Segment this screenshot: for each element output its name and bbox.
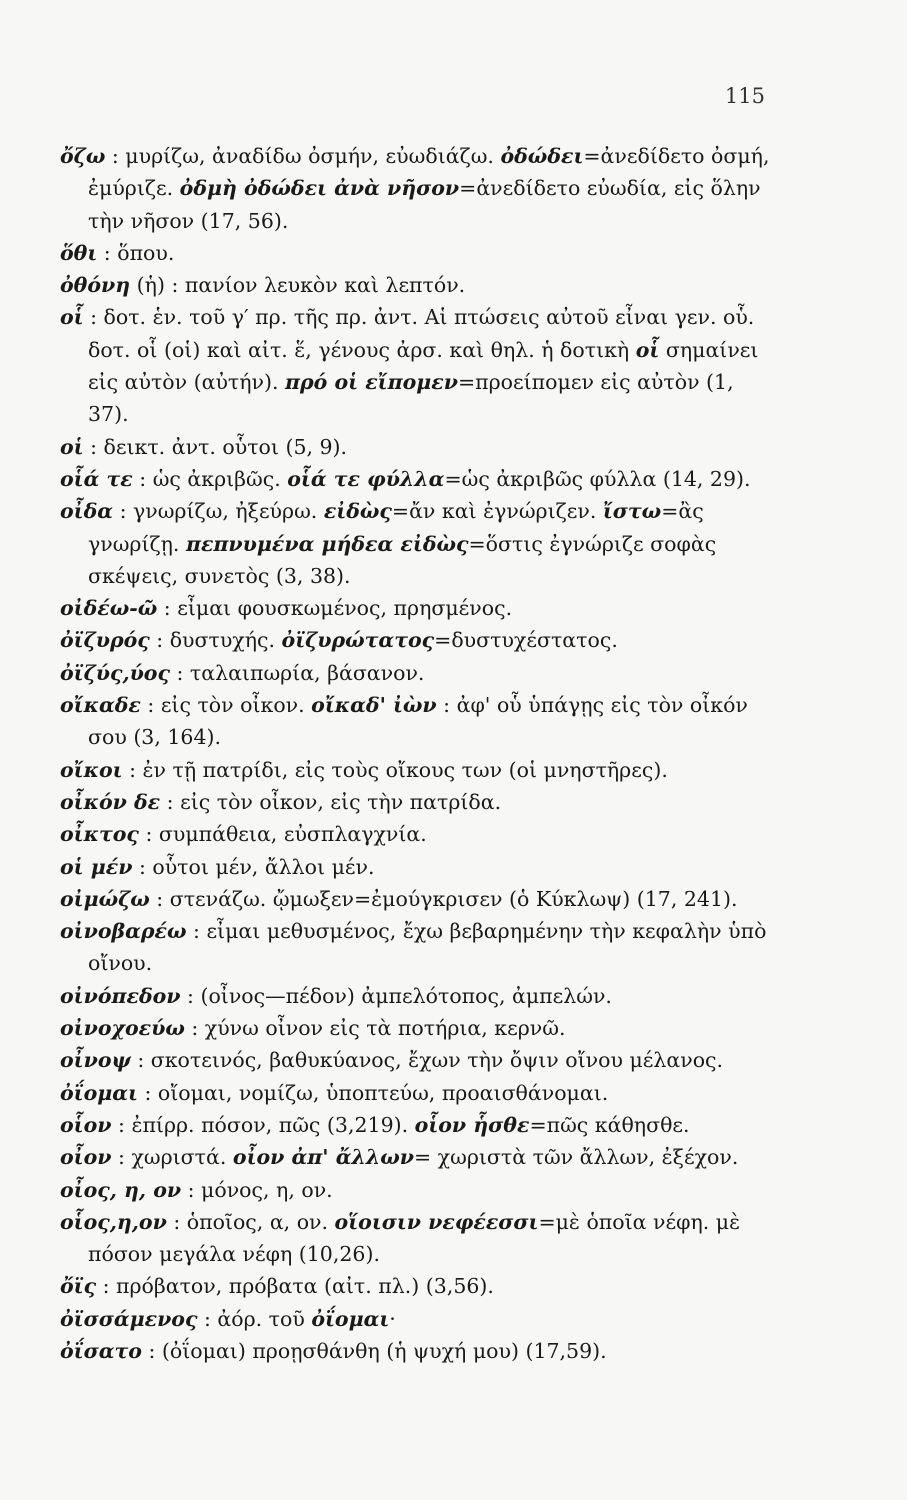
dictionary-entry (60, 754, 778, 786)
entry-definition: : οὗτοι μέν, ἄλλοι μέν. (132, 854, 375, 879)
entry-headword: οἶον (60, 1145, 112, 1170)
entry-definition: =ἂς γνωρίζῃ. (88, 499, 704, 556)
entry-definition: : ὡς ἀκριβῶς. (132, 466, 288, 491)
entry-definition: : δεικτ. ἀντ. οὗτοι (5, 9). (83, 434, 348, 459)
dictionary-entry (60, 1303, 778, 1335)
entry-headword: οἰνοβαρέω (60, 919, 187, 944)
dictionary-entry (60, 1012, 778, 1044)
entry-phrase: ἴστω (602, 499, 662, 524)
entry-phrase: οἷά τε φύλλα (287, 466, 445, 491)
entry-definition: : εἶμαι μεθυσμένος, ἔχω βεβαρημένην τὴν κεφαλὴν ὑπὸ οἴνου. (88, 919, 767, 976)
entry-headword: οἶκόν δε (60, 789, 161, 814)
entry-headword: οἰνόπεδον (60, 983, 181, 1008)
entry-phrase: οἷ (635, 337, 660, 362)
entry-phrase: εἰδὼς (323, 499, 392, 524)
entry-definition: =πῶς κάθησθε. (529, 1112, 690, 1137)
dictionary-entry (60, 1174, 778, 1206)
entry-definition: : ἀόρ. τοῦ (197, 1306, 312, 1331)
entry-definition: : ἀφ' οὗ ὑπάγῃς εἰς τὸν οἶκόν σου (3, 164). (88, 693, 748, 750)
entry-headword: ὀϊσσάμενος (60, 1306, 198, 1331)
entry-definition: (ἡ) : πανίον λευκὸν καὶ λεπτόν. (130, 273, 466, 298)
dictionary-entry (60, 463, 778, 495)
dictionary-entry (60, 237, 778, 269)
entry-definition: : ἐπίρρ. πόσον, πῶς (3,219). (111, 1112, 415, 1137)
entry-headword: ὀϊζυρός (60, 628, 150, 653)
entry-phrase: οἶον ἀπ' ἄλλων (232, 1145, 414, 1170)
dictionary-entry (60, 592, 778, 624)
entry-definition: : (ὀΐομαι) προῃσθάνθη (ἡ ψυχή μου) (17,59). (141, 1338, 607, 1363)
entry-definition: =μὲ ὁποῖα νέφη. μὲ πόσον μεγάλα νέφη (10,26). (88, 1209, 741, 1267)
entry-definition: = χωριστὰ τῶν ἄλλων, ἐξέχον. (413, 1145, 739, 1170)
entry-headword: οἱ μέν (60, 854, 133, 879)
entry-definition: : γνωρίζω, ἠξεύρω. (113, 499, 324, 524)
dictionary-entry (60, 980, 778, 1012)
entry-phrase: ὀδμὴ ὀδώδει ἀνὰ νῆσον (179, 176, 460, 201)
entry-headword: οἶδα (60, 499, 114, 524)
dictionary-entry (60, 269, 778, 301)
dictionary-entry (60, 1206, 778, 1271)
entry-definition: : δυστυχής. (149, 628, 282, 653)
entry-headword: οἴκοι (60, 757, 123, 782)
entry-definition: : δοτ. ἑν. τοῦ γ′ πρ. τῆς πρ. ἀντ. Αἱ πτώσεις αὐτοῦ εἶναι γεν. οὗ. δοτ. οἷ (οἱ) καὶ αἰτ. ἕ, γένους ἀρσ. καὶ θηλ. ἡ δοτικὴ (83, 305, 755, 362)
entry-definition: : μυρίζω, ἀναδίδω ὀσμήν, εὐωδιάζω. (105, 144, 501, 168)
entry-headword: ὀθόνη (60, 273, 131, 298)
dictionary-entry (60, 689, 778, 754)
entry-headword: οἱ (60, 434, 84, 459)
entry-phrase: ὀϊζυρώτατος (281, 628, 435, 653)
entry-headword: οἷον (60, 1112, 112, 1137)
entry-headword: οἴκαδε (60, 693, 141, 718)
entry-definition: : στενάζω. ᾤμωξεν=ἐμούγκρισεν (ὁ Κύκλωψ) (17, 241). (149, 886, 738, 911)
entry-headword: οἶος, η, ον (60, 1177, 182, 1202)
entry-headword: οἷ (60, 305, 84, 330)
entry-definition: =ἀνεδίδετο ὀσμή, ἐμύριζε. (88, 144, 770, 201)
dictionary-entry (60, 1335, 778, 1367)
dictionary-entry (60, 1270, 778, 1302)
entry-definition: : συμπάθεια, εὐσπλαγχνία. (138, 822, 427, 847)
dictionary-entry (60, 624, 778, 656)
entry-headword: ὄζω (60, 144, 106, 168)
entry-definition: : ἐν τῇ πατρίδι, εἰς τοὺς οἴκους των (οἱ μνηστῆρες). (122, 757, 668, 782)
entry-headword: οἰδέω-ῶ (60, 596, 158, 621)
entry-headword: οἰνοχοεύω (60, 1016, 185, 1041)
entry-definition: =ὅστις ἐγνώριζε σοφὰς σκέψεις, συνετὸς (3, 38). (88, 531, 717, 588)
dictionary-entry (60, 1141, 778, 1173)
entry-headword: ὀΐομαι (60, 1080, 138, 1105)
dictionary-entry (60, 915, 778, 980)
dictionary-entry (60, 851, 778, 883)
entry-headword: οἷος,η,ον (60, 1209, 167, 1234)
entry-phrase: ὀΐομαι (311, 1306, 390, 1331)
page-number: 115 (724, 84, 765, 108)
entry-definition: : ὁποῖος, α, ον. (166, 1209, 335, 1234)
entry-headword: οἶκτος (60, 822, 139, 847)
dictionary-entry (60, 1077, 778, 1109)
entry-phrase: οἴκαδ' ἰὼν (311, 693, 437, 718)
entry-definition: : χωριστά. (111, 1145, 233, 1170)
entry-definition: : εἰς τὸν οἶκον. (140, 693, 312, 718)
entry-phrase: οἷον ἧσθε (414, 1112, 530, 1137)
entry-headword: ὀϊζύς,ύος (60, 660, 170, 685)
entry-definition: : εἰς τὸν οἶκον, εἰς τὴν πατρίδα. (160, 789, 502, 814)
entry-definition: : σκοτεινός, βαθυκύανος, ἔχων τὴν ὄψιν οἴνου μέλανος. (130, 1048, 724, 1073)
entry-definition: =ὡς ἀκριβῶς φύλλα (14, 29). (444, 466, 751, 491)
entry-phrase: ὀδώδει (500, 144, 584, 168)
dictionary-entry (60, 1109, 778, 1141)
dictionary-entry (60, 140, 778, 237)
entry-definition: : μόνος, η, ον. (181, 1177, 333, 1202)
entry-phrase: οἵοισιν νεφέεσσι (334, 1209, 539, 1234)
entry-headword: οἰμώζω (60, 886, 150, 911)
entry-definition: σημαίνει εἰς αὐτὸν (αὐτήν). (88, 337, 759, 395)
entry-definition: =ἄν καὶ ἐγνώριζεν. (391, 499, 603, 524)
entry-headword: οἷά τε (60, 466, 133, 491)
entry-definition: : πρόβατον, πρόβατα (αἰτ. πλ.) (3,56). (96, 1274, 494, 1299)
entry-definition: =προείπομεν εἰς αὐτὸν (1, 37). (88, 370, 734, 427)
dictionary-entry (60, 883, 778, 915)
entry-definition: : (οἶνος—πέδον) ἀμπελότοπος, ἀμπελών. (180, 983, 612, 1008)
entry-headword: ὄϊς (60, 1274, 97, 1299)
dictionary-entry (60, 495, 778, 592)
dictionary-entry (60, 818, 778, 850)
entry-headword: ὅθι (60, 240, 98, 265)
entry-definition: =ἀνεδίδετο εὐωδία, εἰς ὅλην τὴν νῆσον (17, 56). (88, 176, 761, 233)
entry-headword: οἶνοψ (60, 1048, 131, 1073)
entry-definition: : εἶμαι φουσκωμένος, πρησμένος. (157, 596, 513, 621)
dictionary-entry (60, 1044, 778, 1076)
entry-phrase: πρό οἱ εἴπομεν (285, 370, 458, 395)
dictionary-entry (60, 786, 778, 818)
dictionary-entry (60, 301, 778, 430)
dictionary-entries (60, 140, 778, 1367)
entry-definition: =δυστυχέστατος. (434, 628, 618, 653)
entry-definition: : οἴομαι, νομίζω, ὑποπτεύω, προαισθάνομαι. (137, 1080, 609, 1105)
entry-headword: ὀΐσατο (60, 1338, 142, 1363)
entry-definition: : χύνω οἶνον εἰς τὰ ποτήρια, κερνῶ. (184, 1016, 566, 1041)
entry-phrase: πεπνυμένα μήδεα εἰδὼς (185, 531, 469, 556)
dictionary-entry (60, 657, 778, 689)
entry-definition: : ταλαιπωρία, βάσανον. (169, 660, 425, 685)
entry-definition: · (389, 1306, 396, 1331)
dictionary-entry (60, 431, 778, 463)
entry-definition: : ὅπου. (97, 240, 175, 265)
